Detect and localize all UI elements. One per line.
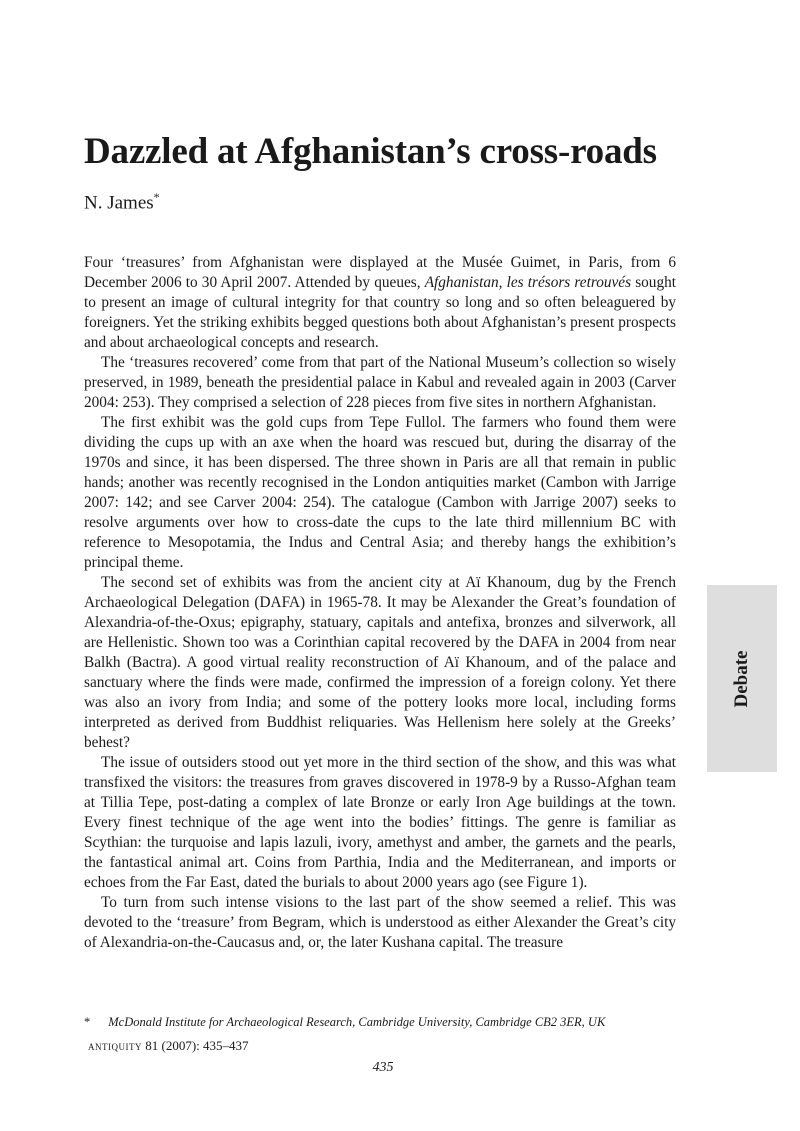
article-body	[84, 253, 676, 953]
citation-details: 81 (2007): 435–437	[145, 1038, 249, 1053]
paragraph-1-text-b: sought to present an image of cultural integrity for that country so long and so often beleaguered by foreigners. Yet the striking exhibits begged questions both about Afghanistan’s present prospects and about archaeological concepts and research.	[84, 274, 676, 351]
article-title: Dazzled at Afghanistan’s cross-roads	[84, 131, 657, 172]
section-tab	[707, 585, 777, 772]
footnote	[84, 1015, 605, 1030]
paragraph-6: To turn from such intense visions to the last part of the show seemed a relief. This was devoted to the ‘treasure’ from Begram, which is understood as either Alexander the Great’s city of Alexandria-on-the-Caucasus and, or, the later Kushana capital. The treasure	[84, 894, 676, 951]
paragraph-2: The ‘treasures recovered’ come from that part of the National Museum’s collection so wisely preserved, in 1989, beneath the presidential palace in Kabul and revealed again in 2003 (Carver 2004: 253). They comprised a selection of 228 pieces from five sites in northern Afghanistan.	[84, 354, 676, 411]
paragraph-1	[84, 253, 676, 353]
author-line	[84, 190, 160, 214]
journal-name: antiquity	[88, 1038, 142, 1053]
author-name: N. James	[84, 192, 154, 214]
journal-citation	[88, 1038, 249, 1054]
exhibition-title: Afghanistan, les trésors retrouvés	[424, 274, 632, 291]
footnote-text: McDonald Institute for Archaeological Research, Cambridge University, Cambridge CB2 3ER, UK	[108, 1015, 606, 1029]
footnote-mark: *	[84, 1015, 91, 1029]
page-number: 435	[372, 1060, 394, 1075]
section-tab-label: Debate	[731, 650, 752, 707]
paragraph-4: The second set of exhibits was from the ancient city at Aï Khanoum, dug by the French Archaeological Delegation (DAFA) in 1965-78. It may be Alexander the Great’s foundation of Alexandria-of-the-Oxus; epigraphy, statuary, capitals and antefixa, bronzes and silverwork, all are Hellenistic. Shown too was a Corinthian capital recovered by the DAFA in 2004 from near Balkh (Bactra). A good virtual reality reconstruction of Aï Khanoum, and of the palace and sanctuary where the finds were made, confirmed the impression of a foreign colony. Yet there was also an ivory from India; and some of the pottery looks more local, including forms interpreted as derived from Buddhist reliquaries. Was Hellenism here solely at the Greeks’ behest?	[84, 574, 676, 751]
author-footnote-mark: *	[153, 190, 160, 204]
paragraph-5: The issue of outsiders stood out yet more in the third section of the show, and this was what transfixed the visitors: the treasures from graves discovered in 1978-9 by a Russo-Afghan team at Tillia Tepe, post-dating a complex of late Bronze or early Iron Age buildings at the town. Every finest technique of the age went into the bodies’ fittings. The genre is familiar as Scythian: the turquoise and lapis lazuli, ivory, amethyst and amber, the garnets and the pearls, the fantastical animal art. Coins from Parthia, India and the Mediterranean, and imports or echoes from the Far East, dated the burials to about 2000 years ago (see Figure 1).	[84, 754, 676, 891]
paragraph-3: The first exhibit was the gold cups from Tepe Fullol. The farmers who found them were dividing the cups up with an axe when the hoard was rescued but, during the disarray of the 1970s and since, it has been dispersed. The three shown in Paris are all that remain in public hands; another was recently recognised in the London antiquities market (Cambon with Jarrige 2007: 142; and see Carver 2004: 254). The catalogue (Cambon with Jarrige 2007) seeks to resolve arguments over how to cross-date the cups to the late third millennium BC with reference to Mesopotamia, the Indus and Central Asia; and thereby hangs the exhibition’s principal theme.	[84, 414, 676, 571]
paragraph-1-text-a: Four ‘treasures’ from Afghanistan were displayed at the Musée Guimet, in Paris, from 6 December 2006 to 30 April 2007. Attended by queues,	[84, 254, 676, 291]
